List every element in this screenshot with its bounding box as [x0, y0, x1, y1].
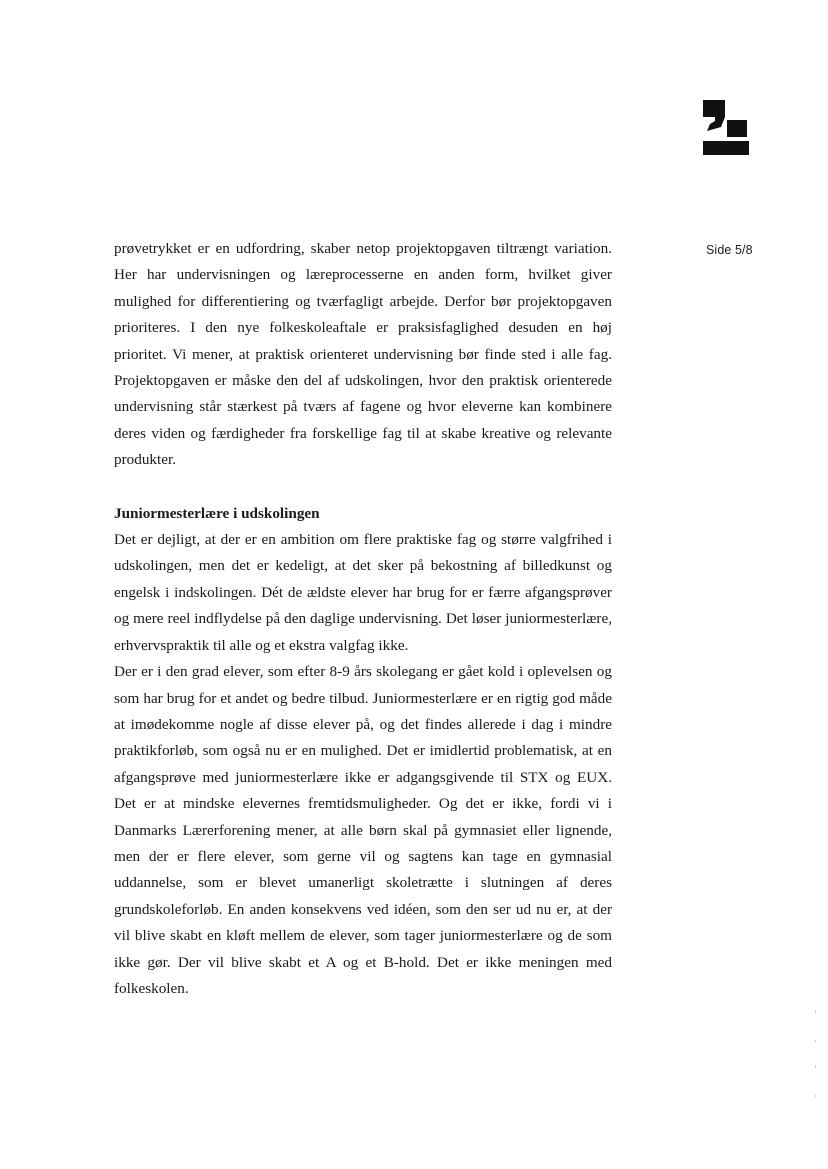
paragraph-juniormesterlaere-details: Der er i den grad elever, som efter 8-9 års skolegang er gået kold i oplevelsen og som har brug for et andet og bedre tilbud. Juniormesterlære er en rigtig god måde at imødekomme nogle af disse elever på, og det findes allerede i dag i mindre praktikforløb, som også nu er en mulighed. Det er imidlertid problematisk, at en afgangsprøve med juniormesterlære ikke er adgangsgivende til STX og EUX. Det er at mindske elevernes fremtidsmuligheder. Og det er ikke, fordi vi i Danmarks Lærerforening mener, at alle børn skal på gymnasiet eller lignende, men der er flere elever, som gerne vil og sagtens kan tage en gymnasial uddannelse, som er blevet umanerligt skoletrætte i slutningen af deres grundskoleforløb. En anden konsekvens ved idéen, som den ser ud nu er, at der vil blive skabt en kløft mellem de elever, som tager juniormesterlære og de som ikke gør. Der vil blive skabt et A og et B-hold. Det er ikke meningen med folkeskolen. — [114, 663, 612, 997]
union-logo-icon — [703, 100, 749, 156]
paragraph-projektopgave: prøvetrykket er en udfordring, skaber netop projektopgaven tiltrængt variation. Her har undervisningen og læreprocesserne en anden form, hvilket giver mulighed for differentiering og tværfagligt arbejde. Derfor bør projektopgaven prioriteres. I den nye folkeskoleaftale er praksisfaglighed desuden en høj prioritet. Vi mener, at praktisk orienteret undervisning bør finde sted i alle fag. Projektopgaven er måske den del af udskolingen, hvor den praktisk orienterede undervisning står stærkest på tværs af fagene og hvor eleverne kan kombinere deres viden og færdigheder fra forskellige fag til at skabe kreative og relevante produkter. — [114, 240, 612, 469]
scan-artifact — [814, 1010, 818, 1110]
section-heading: Juniormesterlære i udskolingen — [114, 504, 320, 522]
paragraph-juniormesterlaere-intro: Det er dejligt, at der er en ambition om flere praktiske fag og større valgfrihed i udskolingen, men det er kedeligt, at det sker på bekostning af billedkunst og engelsk i indskolingen. Dét de ældste elever har brug for er færre afgangsprøver og mere reel indflydelse på den daglige undervisning. Det løser juniormesterlære, erhvervspraktik til alle og et ekstra valgfag ikke. — [114, 531, 612, 654]
document-body — [114, 236, 612, 1002]
page-number: Side 5/8 — [706, 243, 753, 257]
